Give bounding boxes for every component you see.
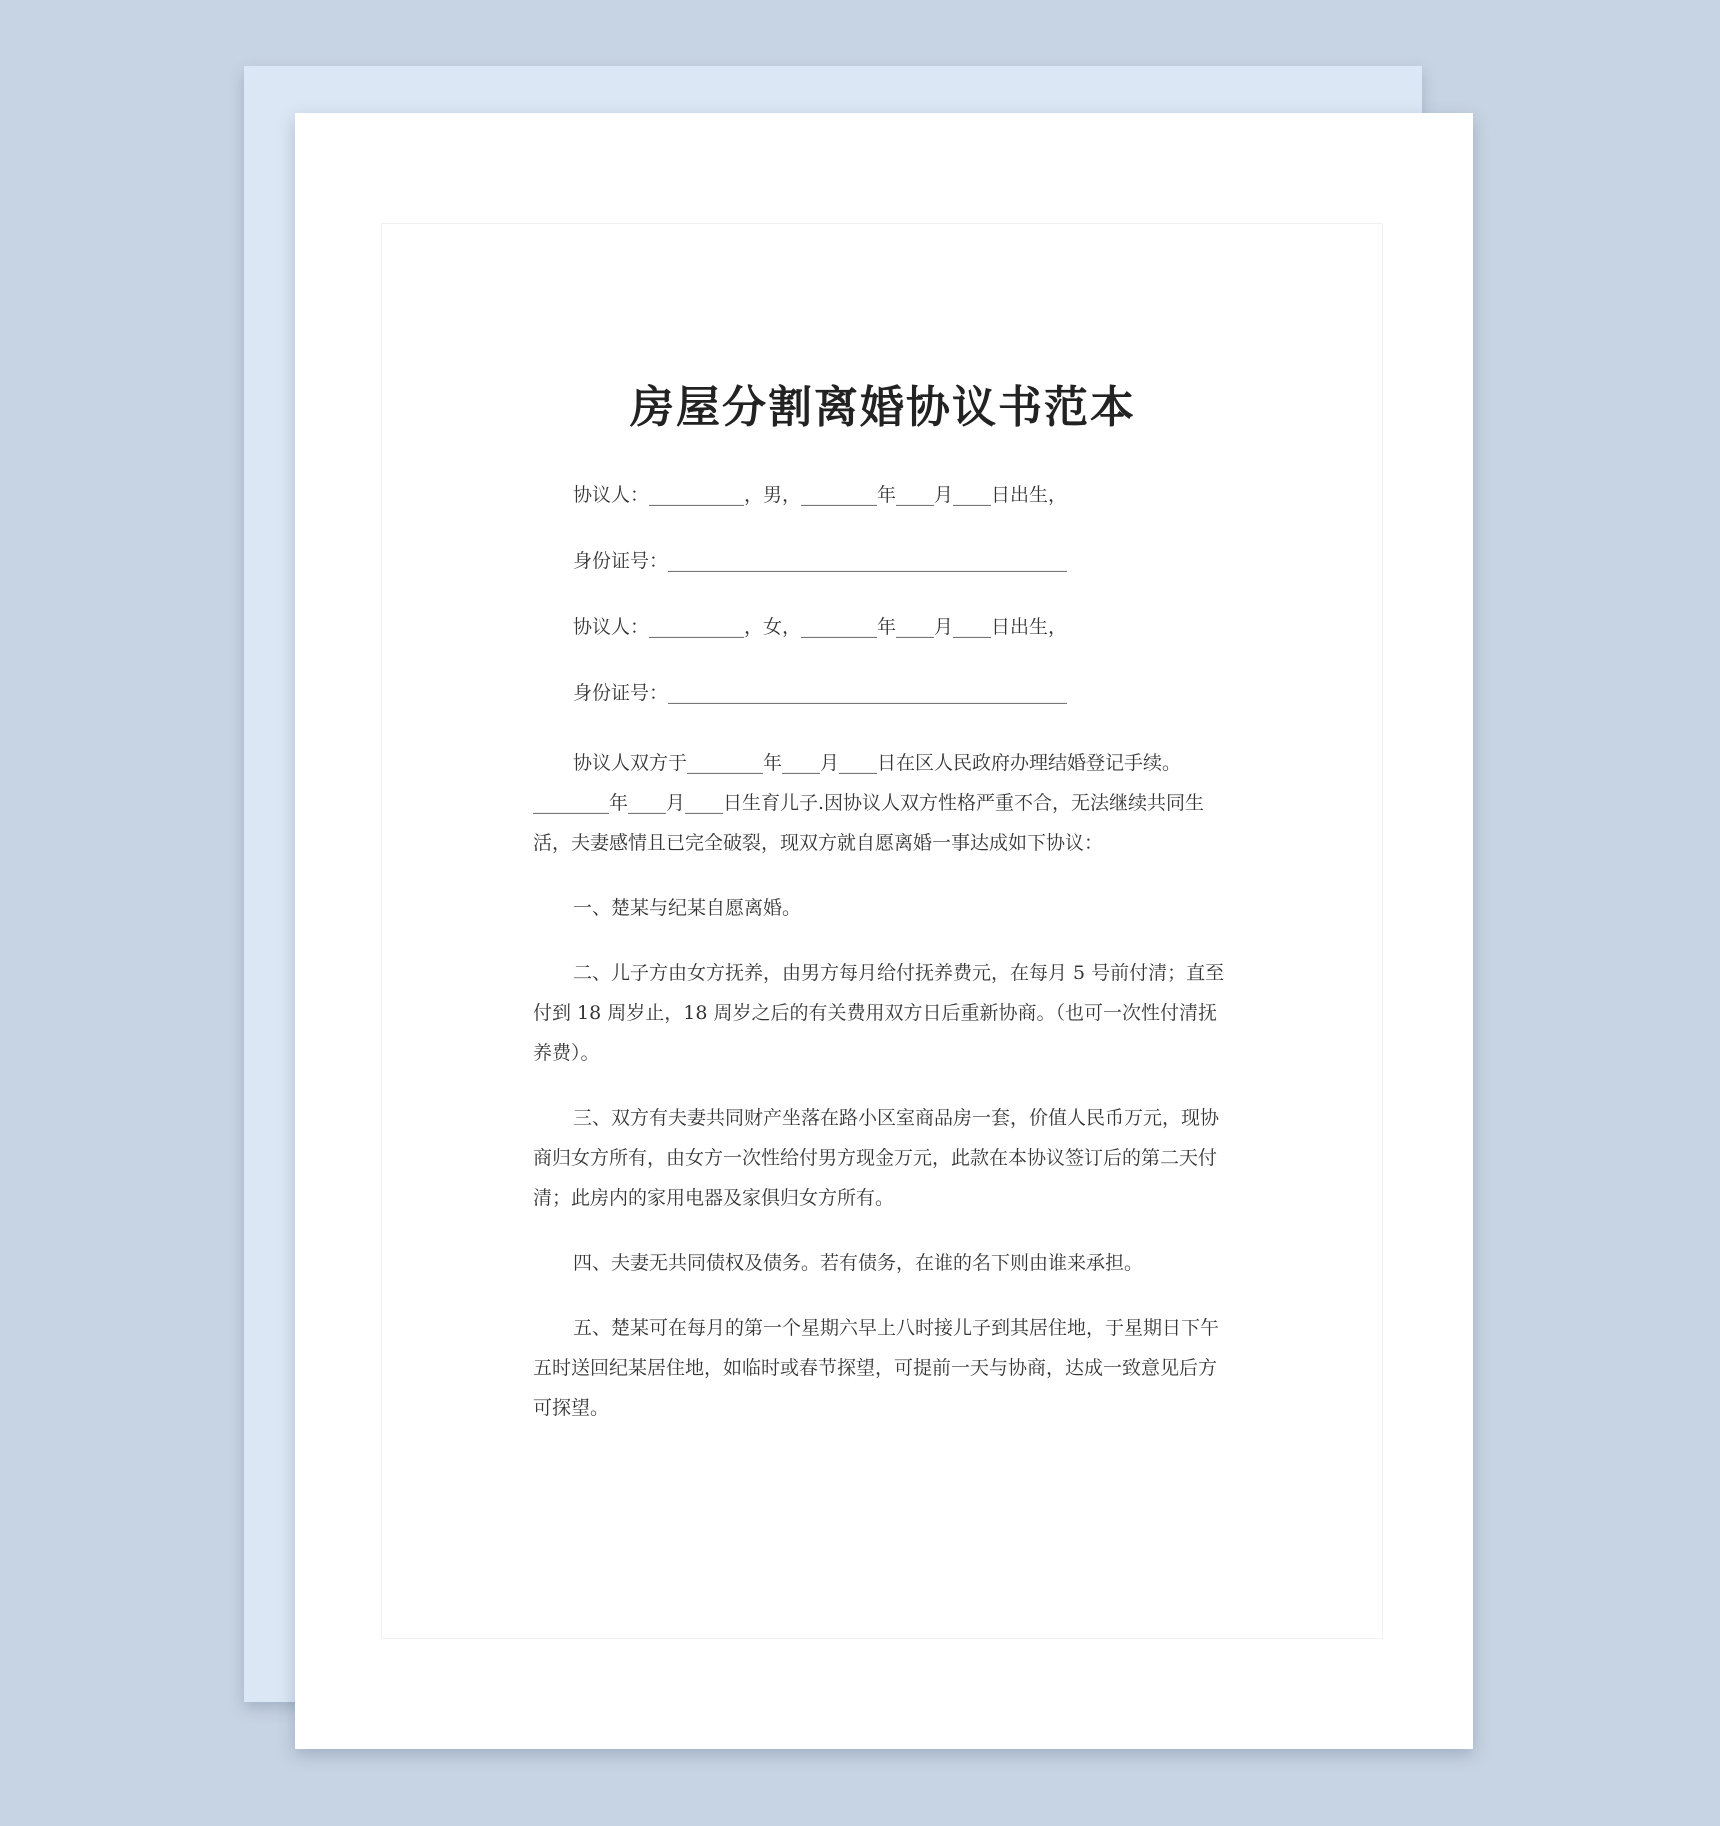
clause-paragraph-1: 一、楚某与纪某自愿离婚。 <box>573 897 802 919</box>
clause-paragraph-5: 五、楚某可在每月的第一个星期六早上八时接儿子到其居住地，于星期日下午五时送回纪某居住地，如临时或春节探望，可提前一天与协商，达成一致意见后方可探望。 <box>533 1317 1220 1419</box>
id-number-line-female: 身份证号：__________________________________________ <box>573 682 1068 704</box>
party-line-female: 协议人：__________，女，________年____月____日出生， <box>573 616 1068 638</box>
document-body <box>533 379 1233 1453</box>
party-line-male: 协议人：__________，男，________年____月____日出生， <box>573 484 1068 506</box>
clause-paragraph-4: 四、夫妻无共同债权及债务。若有债务，在谁的名下则由谁来承担。 <box>573 1252 1144 1274</box>
clause-paragraph-2: 二、儿子方由女方抚养，由男方每月给付抚养费元，在每月 5 号前付清；直至付到 18 周岁止，18 周岁之后的有关费用双方日后重新协商。（也可一次性付清抚养费）。 <box>533 962 1225 1064</box>
id-number-line-male: 身份证号：__________________________________________ <box>573 550 1068 572</box>
intro-paragraph: 协议人双方于________年____月____日在区人民政府办理结婚登记手续。________年____月____日生育儿子.因协议人双方性格严重不合，无法继续共同生活，夫妻感情且已完全破裂，现双方就自愿离婚一事达成如下协议： <box>533 752 1205 854</box>
document-title: 房屋分割离婚协议书范本 <box>630 382 1136 433</box>
clause-paragraph-3: 三、双方有夫妻共同财产坐落在路小区室商品房一套，价值人民币万元，现协商归女方所有，由女方一次性给付男方现金万元，此款在本协议签订后的第二天付清；此房内的家用电器及家俱归女方所有。 <box>533 1107 1220 1209</box>
document-page <box>295 113 1473 1749</box>
